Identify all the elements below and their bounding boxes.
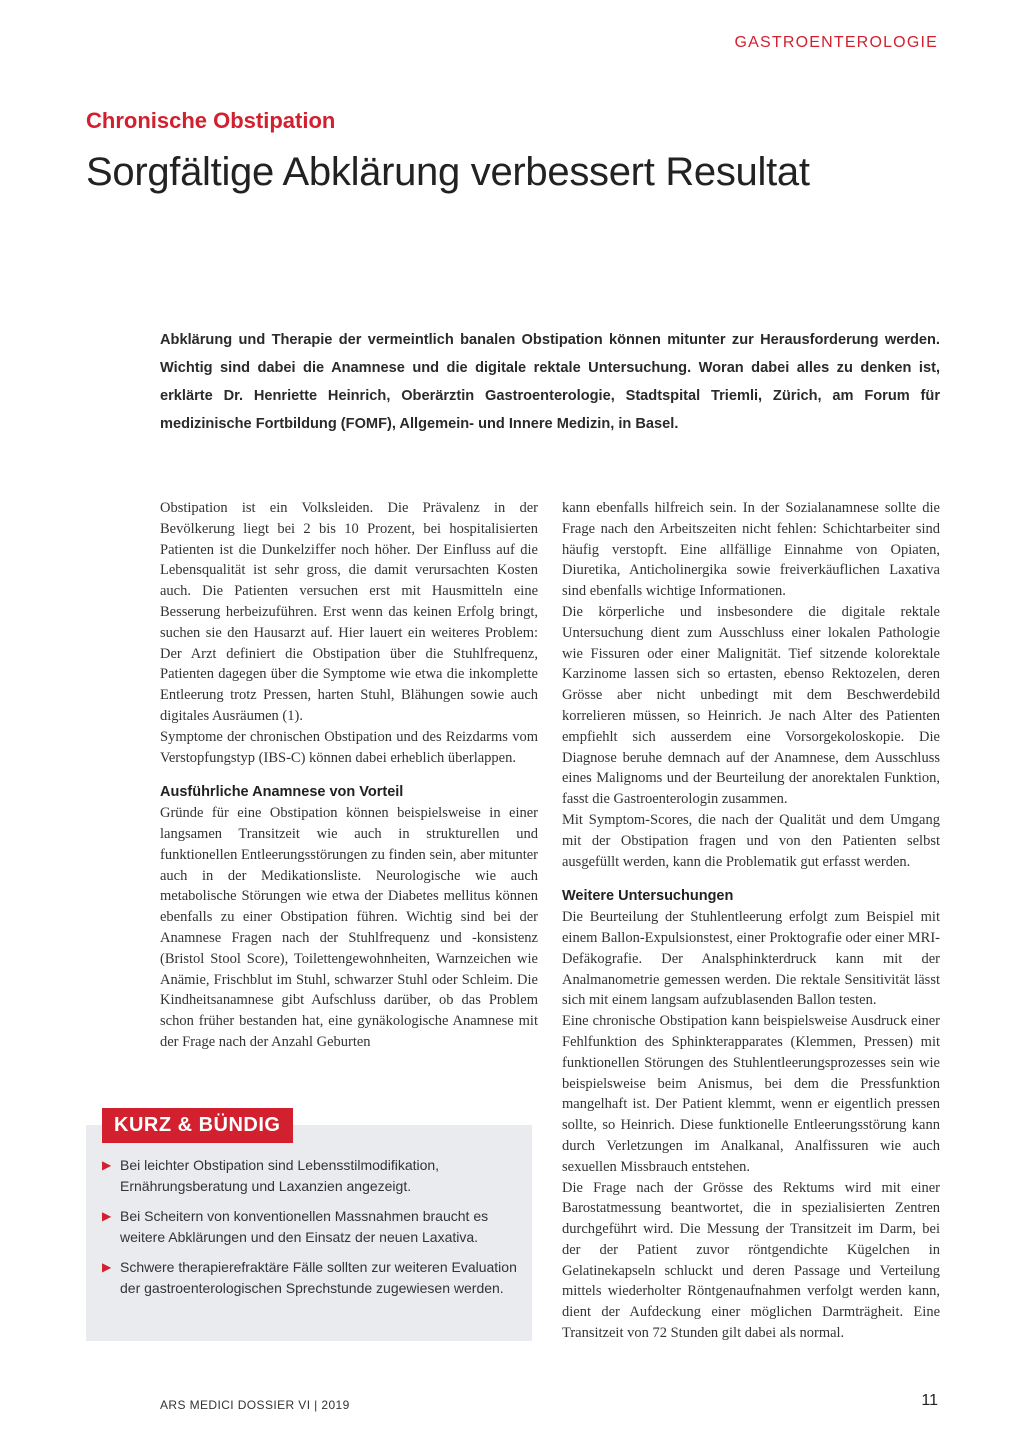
paragraph: Mit Symptom-Scores, die nach der Qualität und dem Umgang mit der Obstipation fragen und von den Patienten selbst ausgefüllt werden, kann die Problematik gut erfasst werden. xyxy=(562,811,940,870)
paragraph: Symptome der chronischen Obstipation und des Reizdarms vom Verstopfungstyp (IBS-C) können dabei erheblich überlappen. xyxy=(160,728,538,766)
triangle-right-icon: ▶ xyxy=(102,1260,112,1274)
body-column-right xyxy=(562,498,940,1344)
triangle-right-icon: ▶ xyxy=(102,1209,112,1223)
summary-box-title: KURZ & BÜNDIG xyxy=(102,1108,293,1143)
paragraph: Die Beurteilung der Stuhlentleerung erfolgt zum Beispiel mit einem Ballon-Expulsionstest, einer Proktografie oder einer MRI-Defäkografie. Der Analsphinkterdruck kann mit der Analmanometrie gemessen werden. Die rektale Sensitivität lässt sich mit einem langsam aufzublasenden Ballon testen. xyxy=(562,909,940,1009)
paragraph: Die körperliche und insbesondere die digitale rektale Untersuchung dient zum Ausschluss einer lokalen Pathologie wie Fissuren oder einer Malignität. Tief sitzende kolorektale Karzinome lassen sich so ertasten, ebenso Rektozelen, deren Grösse aber nicht unbedingt mit dem Beschwerdebild korrelieren müssen, so Heinrich. Je nach Alter des Patienten empfiehlt sich ausserdem eine Vorsorgekoloskopie. Die Diagnose beruhe demnach auf der Anamnese, dem Ausschluss eines Malignoms und der Beurteilung der anorektalen Funktion, fasst die Gastroenterologin zusammen. xyxy=(562,603,940,808)
summary-item xyxy=(102,1155,526,1197)
section-label: GASTROENTEROLOGIE xyxy=(734,34,938,51)
paragraph: kann ebenfalls hilfreich sein. In der Sozialanamnese sollte die Frage nach den Arbeitszeiten nicht fehlen: Schichtarbeiter sind häufig verstopft. Eine allfällige Einnahme von Opiaten, Diuretika, Anticholinergika sowie freiverkäuflichen Laxativa sind ebenfalls wichtige Informationen. xyxy=(562,500,940,600)
paragraph: Obstipation ist ein Volksleiden. Die Prävalenz in der Bevölkerung liegt bei 2 bis 10 Prozent, bei hospitalisierten Patienten ist die Dunkelziffer noch höher. Der Einfluss auf die Lebensqualität ist sehr gross, die damit verursachten Kosten auch. Die Patienten versuchen erst mit Hausmitteln eine Besserung herbeizuführen. Erst wenn das keinen Erfolg bringt, suchen sie den Hausarzt auf. Hier lauert ein weiteres Problem: Der Arzt definiert die Obstipation über die Stuhlfrequenz, Patienten dagegen über die Symptome wie etwa die inkomplette Entleerung trotz Pressen, harten Stuhl, Blähungen sowie auch digitales Ausräumen (1). xyxy=(160,500,538,724)
summary-item-text: Schwere therapierefraktäre Fälle sollten zur weiteren Evaluation der gastroenterologischen Sprechstunde zugewiesen werden. xyxy=(120,1259,517,1296)
subheading: Weitere Untersuchungen xyxy=(562,888,734,905)
article-lead: Abklärung und Therapie der vermeintlich banalen Obstipation können mitunter zur Herausforderung werden. Wichtig sind dabei die Anamnese und die digitale rektale Untersuchung. Woran dabei alles zu denken ist, erklärte Dr. Henriette Heinrich, Oberärztin Gastroenterologie, Stadtspital Triemli, Zürich, am Forum für medizinische Fortbildung (FOMF), Allgemein- und Innere Medizin, in Basel. xyxy=(160,332,940,432)
summary-item xyxy=(102,1257,526,1299)
triangle-right-icon: ▶ xyxy=(102,1158,112,1172)
body-column-left xyxy=(160,498,538,1053)
summary-list xyxy=(102,1155,526,1308)
paragraph: Eine chronische Obstipation kann beispielsweise Ausdruck einer Fehlfunktion des Sphinkterapparates (Klemmen, Pressen) mit funktionellen Störungen des Stuhlentleerungsprozesses sein wie beispielsweise beim Anismus, bei dem die Pressfunktion mangelhaft ist. Der Patient klemmt, wenn er eigentlich pressen sollte, so Heinrich. Diese funktionelle Entleerungsstörung kann durch Verletzungen im Analkanal, Analfissuren wie auch sexuellen Missbrauch entstehen. xyxy=(562,1013,940,1175)
summary-item-text: Bei leichter Obstipation sind Lebensstilmodifikation, Ernährungsberatung und Laxanzien angezeigt. xyxy=(120,1157,440,1194)
summary-item-text: Bei Scheitern von konventionellen Massnahmen braucht es weitere Abklärungen und den Einsatz der neuen Laxativa. xyxy=(120,1208,489,1245)
page-number: 11 xyxy=(921,1392,938,1409)
paragraph: Gründe für eine Obstipation können beispielsweise in einer langsamen Transitzeit wie auch in strukturellen und funktionellen Entleerungsstörungen zu finden sein, aber mitunter auch in der Medikationsliste. Neurologische wie auch metabolische Störungen wie etwa der Diabetes mellitus können ebenfalls zu einer Obstipation führen. Wichtig sind bei der Anamnese Fragen nach der Stuhlfrequenz und -konsistenz (Bristol Stool Score), Toilettengewohnheiten, Warnzeichen wie Anämie, Frischblut im Stuhl, schwarzer Stuhl oder Schleim. Die Kindheitsanamnese gibt Aufschluss darüber, ob das Problem schon früher bestanden hat, eine gynäkologische Anamnese mit der Frage nach der Anzahl Geburten xyxy=(160,805,538,1050)
subheading: Ausführliche Anamnese von Vorteil xyxy=(160,784,404,801)
paragraph: Die Frage nach der Grösse des Rektums wird mit einer Barostatmessung beantwortet, die in spezialisierten Zentren durchgeführt wird. Die Messung der Transitzeit im Darm, bei der der Patient zuvor röntgendichte Kügelchen in Gelatinekapseln schluckt und deren Passage und Verteilung mittels wiederholter Röntgenaufnahmen verfolgt werden kann, dient der Aufdeckung einer möglichen Darmträgheit. Eine Transitzeit von 72 Stunden gilt dabei als normal. xyxy=(562,1179,940,1342)
article-title: Sorgfältige Abklärung verbessert Resultat xyxy=(86,150,810,194)
article-kicker: Chronische Obstipation xyxy=(86,108,336,133)
publication-footer: ARS MEDICI DOSSIER VI | 2019 xyxy=(160,1398,350,1412)
summary-item xyxy=(102,1206,526,1248)
